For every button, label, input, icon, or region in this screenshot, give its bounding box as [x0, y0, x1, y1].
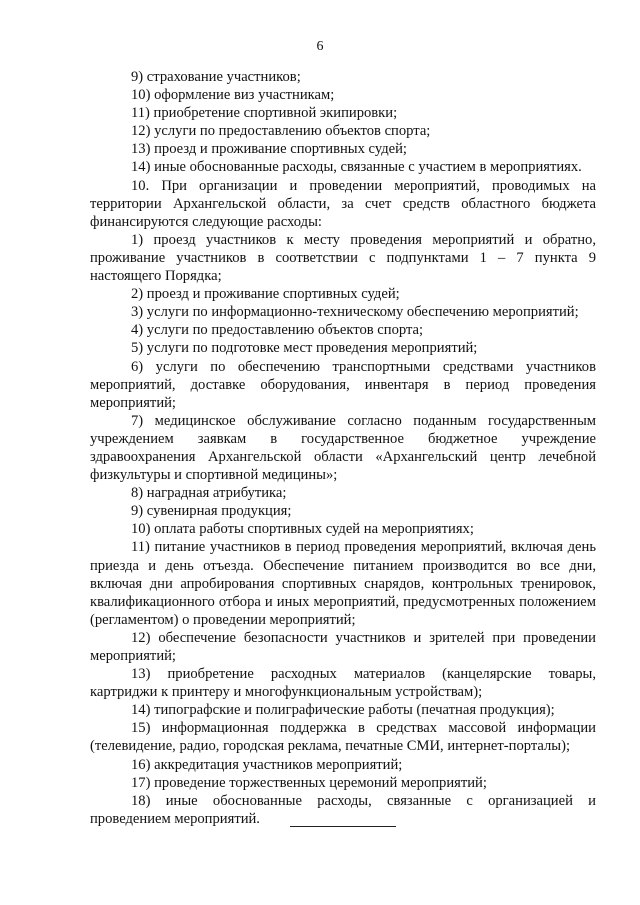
- list-item: 1) проезд участников к месту проведения мероприятий и обратно, проживание участников в соответствии с подпунктами 1 – 7 пункта 9 настоящего Порядка;: [90, 231, 596, 285]
- list-item: 13) проезд и проживание спортивных судей;: [131, 141, 407, 158]
- list-item: 10) оформление виз участникам;: [131, 87, 335, 104]
- paragraph: 10. При организации и проведении мероприятий, проводимых на территории Архангельской области, за счет средств областного бюджета финансируются следующие расходы:: [90, 177, 596, 230]
- list-item: 18) иные обоснованные расходы, связанные с организацией и проведением мероприятий.: [90, 792, 596, 827]
- list-item: 8) наградная атрибутика;: [131, 485, 287, 502]
- list-item: 11) питание участников в период проведения мероприятий, включая день приезда и день отъезда. Обеспечение питанием производится во все дни, включая дни апробирования спортивных снарядов, контрольных тренировок, квалификационного отбора и иных мероприятий, предусмотренных положением (регламентом) о проведении мероприятий;: [90, 539, 596, 628]
- document-body: [90, 68, 596, 828]
- list-item: 14) иные обоснованные расходы, связанные с участием в мероприятиях.: [131, 159, 582, 176]
- list-item: 4) услуги по предоставлению объектов спорта;: [131, 322, 424, 339]
- list-item: 9) страхование участников;: [131, 69, 301, 85]
- list-item: 13) приобретение расходных материалов (канцелярские товары, картриджи к принтеру и многофункциональным устройствам);: [90, 666, 596, 701]
- list-item: 17) проведение торжественных церемоний мероприятий;: [131, 774, 487, 791]
- list-item: 15) информационная поддержка в средствах массовой информации (телевидение, радио, городская реклама, печатные СМИ, интернет-порталы);: [90, 720, 596, 755]
- list-item: 12) обеспечение безопасности участников и зрителей при проведении мероприятий;: [90, 629, 596, 664]
- page-number: 6: [316, 39, 324, 54]
- list-item: 12) услуги по предоставлению объектов спорта;: [131, 123, 431, 140]
- list-item: 2) проезд и проживание спортивных судей;: [131, 286, 400, 303]
- list-item: 3) услуги по информационно-техническому обеспечению мероприятий;: [131, 304, 579, 321]
- list-item: 11) приобретение спортивной экипировки;: [131, 105, 398, 122]
- list-item: 16) аккредитация участников мероприятий;: [131, 756, 403, 773]
- list-item: 7) медицинское обслуживание согласно поданным государственным учреждением заявкам в государственное бюджетное учреждение здравоохранения Архангельской области «Архангельский центр лечебной физкультуры и спортивной медицины»;: [90, 412, 596, 484]
- list-item: 10) оплата работы спортивных судей на мероприятиях;: [131, 521, 474, 538]
- list-item: 9) сувенирная продукция;: [131, 503, 292, 520]
- list-item: 5) услуги по подготовке мест проведения мероприятий;: [131, 340, 478, 357]
- list-item: 14) типографские и полиграфические работы (печатная продукция);: [131, 702, 555, 719]
- closing-divider: [290, 826, 396, 827]
- list-item: 6) услуги по обеспечению транспортными средствами участников мероприятий, доставке оборудования, инвентаря в период проведения мероприятий;: [90, 358, 596, 411]
